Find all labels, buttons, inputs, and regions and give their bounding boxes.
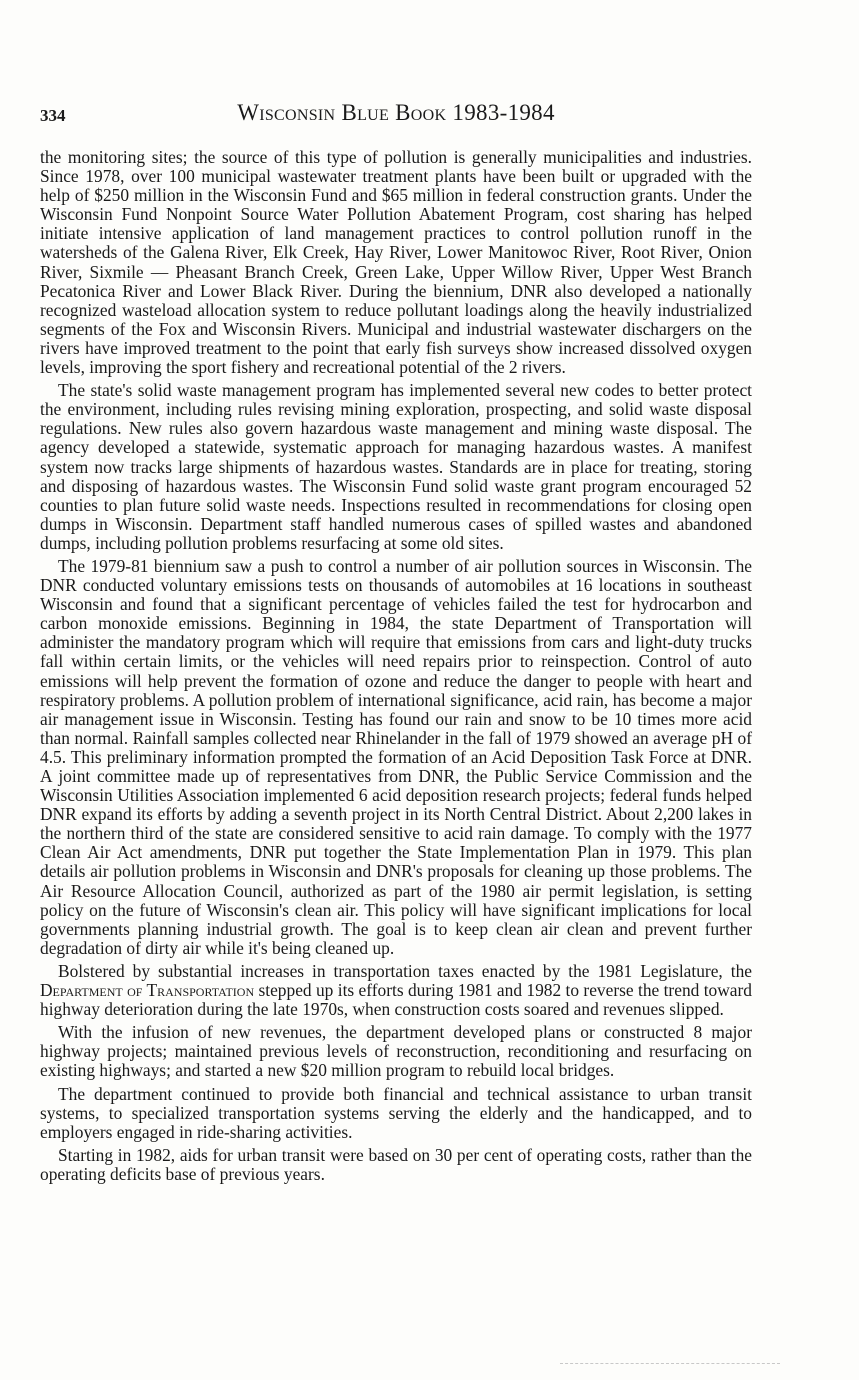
transportation-lead-in: Bolstered by substantial increases in transportation taxes enacted by the 1981 Legislature, the — [58, 960, 752, 981]
paragraph-air-pollution: The 1979-81 biennium saw a push to control a number of air pollution sources in Wisconsin. The DNR conducted voluntary emissions tests on thousands of automobiles at 16 locations in southeast Wisconsin and found that a significant percentage of vehicles failed the test for hydrocarbon and carbon monoxide emissions. Beginning in 1984, the state Department of Transportation will administer the mandatory program which will require that emissions from cars and light-duty trucks fall within certain limits, or the vehicles will need repairs prior to reinspection. Control of auto emissions will help prevent the formation of ozone and reduce the danger to people with heart and respiratory problems. A pollution problem of international significance, acid rain, has become a major air management issue in Wisconsin. Testing has found our rain and snow to be 10 times more acid than normal. Rainfall samples collected near Rhinelander in the fall of 1979 showed an average pH of 4.5. This preliminary information prompted the formation of an Acid Deposition Task Force at DNR. A joint committee made up of representatives from DNR, the Public Service Commission and the Wisconsin Utilities Association implemented 6 acid deposition research projects; federal funds helped DNR expand its efforts by adding a seventh project in its North Central District. About 2,200 lakes in the northern third of the state are considered sensitive to acid rain damage. To comply with the 1977 Clean Air Act amendments, DNR put together the State Implementation Plan in 1979. This plan details air pollution problems in Wisconsin and DNR's proposals for cleaning up those problems. The Air Resource Allocation Council, authorized as part of the 1980 air permit legislation, is setting policy on the future of Wisconsin's clean air. This policy will have significant implications for local governments planning industrial growth. The goal is to keep clean air clean and prevent further degradation of dirty air while it's being cleaned up. — [40, 555, 752, 958]
page-number: 334 — [40, 106, 66, 125]
paragraph-water-pollution: the monitoring sites; the source of this type of pollution is generally municipalities and industries. Since 1978, over 100 municipal wastewater treatment plants have been built or upgraded with the help of $250 million in the Wisconsin Fund and $65 million in federal construction grants. Under the Wisconsin Fund Nonpoint Source Water Pollution Abatement Program, cost sharing has helped initiate intensive application of land management practices to control pollution runoff in the watersheds of the Galena River, Elk Creek, Hay River, Lower Manitowoc River, Root River, Onion River, Sixmile — Pheasant Branch Creek, Green Lake, Upper Willow River, Upper West Branch Pecatonica River and Lower Black River. During the biennium, DNR also developed a nationally recognized wasteload allocation system to reduce pollutant loadings along the heavily industrialized segments of the Fox and Wisconsin Rivers. Municipal and industrial wastewater dischargers on the rivers have improved treatment to the point that early fish surveys show increased dissolved oxygen levels, improving the sport fishery and recreational potential of the 2 rivers. — [40, 147, 752, 378]
department-of-transportation-heading: Department of Transportation — [40, 980, 255, 1001]
running-title: Wisconsin Blue Book 1983-1984 — [237, 100, 555, 125]
body-text — [40, 148, 752, 1184]
paragraph-urban-transit-aids: Starting in 1982, aids for urban transit were based on 30 per cent of operating costs, rather than the operating deficits base of previous years. — [40, 1144, 752, 1184]
paragraph-highway-projects: With the infusion of new revenues, the department developed plans or constructed 8 major highway projects; maintained previous levels of reconstruction, reconditioning and resurfacing on existing highways; and started a new $20 million program to rebuild local bridges. — [40, 1022, 752, 1081]
transportation-rest: stepped up its efforts during 1981 and 1982 to reverse the trend toward highway deterioration during the late 1970s, when construction costs soared and revenues slipped. — [40, 980, 752, 1020]
page-header — [40, 100, 752, 134]
paragraph-solid-waste: The state's solid waste management program has implemented several new codes to better protect the environment, including rules revising mining exploration, prospecting, and solid waste disposal regulations. New rules also govern hazardous waste management and mining waste disposal. The agency developed a statewide, systematic approach for managing hazardous wastes. A manifest system now tracks large shipments of hazardous wastes. Standards are in place for treating, storing and disposing of hazardous wastes. The Wisconsin Fund solid waste grant program encouraged 52 counties to plan future solid waste needs. Inspections resulted in recommendations for closing open dumps in Wisconsin. Department staff handled numerous cases of spilled wastes and abandoned dumps, including pollution problems resurfacing at some old sites. — [40, 380, 752, 553]
paragraph-transportation-taxes — [40, 962, 752, 1019]
paragraph-transit-assistance: The department continued to provide both financial and technical assistance to urban transit systems, to specialized transportation systems serving the elderly and the handicapped, and to employers engaged in ride-sharing activities. — [40, 1083, 752, 1142]
book-page — [40, 100, 752, 1188]
scan-artifact-line — [560, 1363, 780, 1366]
